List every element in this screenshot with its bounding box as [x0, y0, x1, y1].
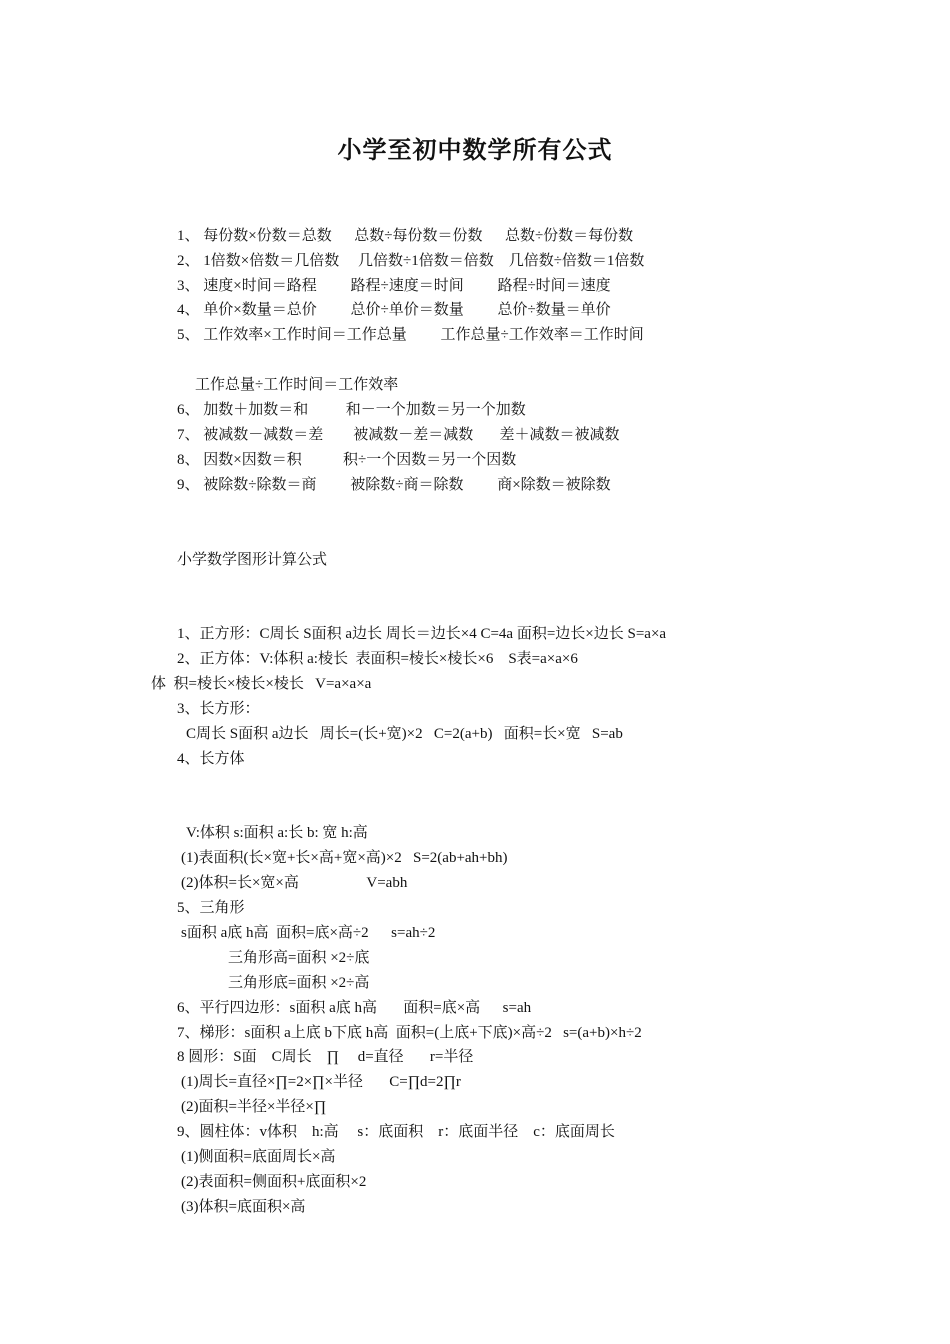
- shape-formula-line: 三角形高=面积 ×2÷底: [228, 950, 370, 966]
- shape-formula-line: (2)体积=长×宽×高 V=abh: [181, 875, 408, 891]
- shape-formula-line: 8 圆形：S面 C周长 ∏ d=直径 r=半径: [177, 1049, 474, 1065]
- formula-line: 5、 工作效率×工作时间＝工作总量 工作总量÷工作效率＝工作时间: [177, 327, 644, 343]
- formula-line: 9、 被除数÷除数＝商 被除数÷商＝除数 商×除数＝被除数: [177, 477, 611, 493]
- formula-line: 工作总量÷工作时间＝工作效率: [195, 377, 399, 393]
- shape-formula-line: 9、圆柱体：v体积 h:高 s：底面积 r：底面半径 c：底面周长: [177, 1124, 615, 1140]
- shape-formula-line: 7、梯形：s面积 a上底 b下底 h高 面积=(上底+下底)×高÷2 s=(a+b)×h÷2: [177, 1025, 642, 1041]
- shape-formula-line: (2)表面积=侧面积+底面积×2: [181, 1174, 367, 1190]
- formula-line: 7、 被减数－减数＝差 被减数－差＝减数 差＋减数＝被减数: [177, 427, 620, 443]
- shape-formula-line: 5、三角形: [177, 900, 245, 916]
- shape-formula-line: V:体积 s:面积 a:长 b: 宽 h:高: [186, 825, 368, 841]
- shape-formula-line: 6、平行四边形：s面积 a底 h高 面积=底×高 s=ah: [177, 1000, 532, 1016]
- shape-formula-line: 4、长方体: [177, 751, 245, 767]
- formula-line: 3、 速度×时间＝路程 路程÷速度＝时间 路程÷时间＝速度: [177, 278, 611, 294]
- formula-line: 1、 每份数×份数＝总数 总数÷每份数＝份数 总数÷份数＝每份数: [177, 228, 634, 244]
- formula-line: 6、 加数＋加数＝和 和－一个加数＝另一个加数: [177, 402, 526, 418]
- shape-formula-line: (2)面积=半径×半径×∏: [181, 1099, 327, 1115]
- page-title: 小学至初中数学所有公式: [337, 136, 613, 164]
- shape-formula-line: C周长 S面积 a边长 周长=(长+宽)×2 C=2(a+b) 面积=长×宽 S=ab: [186, 726, 623, 742]
- shape-formula-line: 1、正方形：C周长 S面积 a边长 周长＝边长×4 C=4a 面积=边长×边长 S=a×a: [177, 626, 667, 642]
- shape-formula-line: 体 积=棱长×棱长×棱长 V=a×a×a: [151, 676, 372, 692]
- shape-formula-line: 三角形底=面积 ×2÷高: [228, 975, 370, 991]
- formula-line: 2、 1倍数×倍数＝几倍数 几倍数÷1倍数＝倍数 几倍数÷倍数＝1倍数: [177, 253, 645, 269]
- formula-line: 4、 单价×数量＝总价 总价÷单价＝数量 总价÷数量＝单价: [177, 302, 611, 318]
- shape-formula-line: s面积 a底 h高 面积=底×高÷2 s=ah÷2: [181, 925, 436, 941]
- shape-formula-line: 3、长方形：: [177, 701, 260, 717]
- shape-formula-line: (1)周长=直径×∏=2×∏×半径 C=∏d=2∏r: [181, 1074, 461, 1090]
- shape-formula-line: (3)体积=底面积×高: [181, 1199, 306, 1215]
- section-heading: 小学数学图形计算公式: [177, 552, 328, 568]
- formula-line: 8、 因数×因数＝积 积÷一个因数＝另一个因数: [177, 452, 517, 468]
- shape-formula-line: (1)表面积(长×宽+长×高+宽×高)×2 S=2(ab+ah+bh): [181, 850, 508, 866]
- shape-formula-line: 2、正方体：V:体积 a:棱长 表面积=棱长×棱长×6 S表=a×a×6: [177, 651, 578, 667]
- shape-formula-line: (1)侧面积=底面周长×高: [181, 1149, 336, 1165]
